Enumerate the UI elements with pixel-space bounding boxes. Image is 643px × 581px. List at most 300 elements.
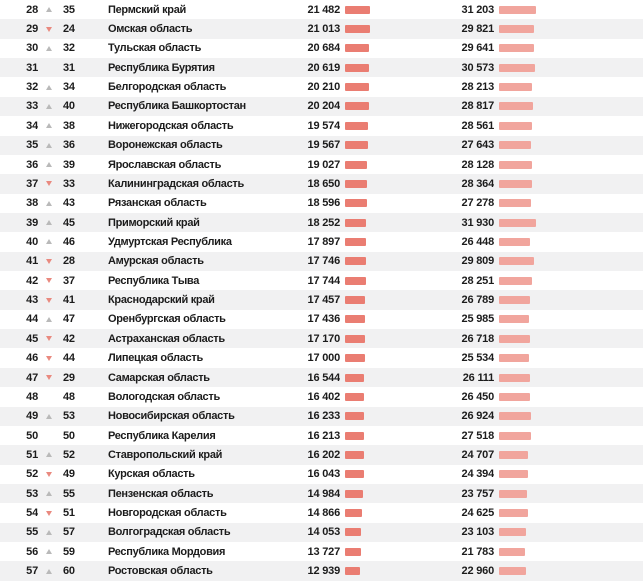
bar-secondary [499, 548, 525, 556]
prev-rank-cell: 41 [63, 294, 75, 307]
bar-primary-zone [340, 567, 409, 575]
trend-cell [38, 46, 60, 51]
table-row [0, 503, 643, 522]
trend-arrow-up-icon [46, 239, 52, 244]
bar-secondary [499, 257, 534, 265]
bar-secondary [499, 509, 528, 517]
bar-primary [345, 64, 369, 72]
table-row [0, 155, 643, 174]
trend-cell [38, 511, 60, 516]
bar-secondary-zone [494, 6, 643, 14]
trend-cell [38, 298, 60, 303]
trend-cell [38, 85, 60, 90]
table-row [0, 523, 643, 542]
rank-cell: 39 [26, 216, 38, 229]
bar-primary-zone [340, 315, 409, 323]
table-row [0, 97, 643, 116]
trend-cell [38, 278, 60, 283]
bar-secondary [499, 374, 530, 382]
rank-cell: 53 [26, 487, 38, 500]
value-secondary: 29 641 [461, 42, 494, 55]
table-row [0, 116, 643, 135]
bar-primary [345, 315, 365, 323]
bar-secondary [499, 432, 531, 440]
trend-arrow-up-icon [46, 162, 52, 167]
bar-primary [345, 180, 367, 188]
trend-cell [38, 220, 60, 225]
bar-secondary [499, 64, 535, 72]
rank-cell: 43 [26, 294, 38, 307]
bar-secondary [499, 451, 528, 459]
region-name: Новосибирская область [108, 410, 235, 423]
bar-secondary [499, 412, 531, 420]
trend-arrow-down-icon [46, 356, 52, 361]
region-name: Пермский край [108, 3, 186, 16]
bar-primary-zone [340, 64, 409, 72]
rank-cell: 45 [26, 332, 38, 345]
bar-secondary-zone [494, 470, 643, 478]
table-row [0, 368, 643, 387]
table-row [0, 407, 643, 426]
bar-primary [345, 509, 362, 517]
value-secondary: 28 128 [461, 158, 494, 171]
rank-cell: 36 [26, 158, 38, 171]
region-name: Республика Карелия [108, 429, 216, 442]
trend-cell [38, 530, 60, 535]
table-row [0, 484, 643, 503]
trend-cell [38, 452, 60, 457]
rank-cell: 41 [26, 255, 38, 268]
value-primary: 17 744 [307, 274, 340, 287]
region-name: Краснодарский край [108, 294, 215, 307]
prev-rank-cell: 49 [63, 468, 75, 481]
bar-secondary-zone [494, 102, 643, 110]
prev-rank-cell: 28 [63, 255, 75, 268]
trend-arrow-up-icon [46, 143, 52, 148]
bar-primary [345, 432, 364, 440]
bar-primary-zone [340, 296, 409, 304]
bar-primary-zone [340, 219, 409, 227]
value-primary: 20 619 [307, 61, 340, 74]
bar-primary [345, 6, 370, 14]
region-name: Ростовская область [108, 565, 213, 578]
table-row [0, 58, 643, 77]
value-primary: 19 567 [307, 139, 340, 152]
prev-rank-cell: 60 [63, 565, 75, 578]
value-secondary: 31 203 [461, 3, 494, 16]
bar-secondary [499, 83, 532, 91]
bar-primary-zone [340, 44, 409, 52]
trend-arrow-up-icon [46, 85, 52, 90]
value-secondary: 23 103 [461, 526, 494, 539]
bar-secondary [499, 199, 531, 207]
bar-secondary-zone [494, 238, 643, 246]
rank-cell: 28 [26, 3, 38, 16]
value-primary: 17 746 [307, 255, 340, 268]
prev-rank-cell: 45 [63, 216, 75, 229]
value-primary: 14 984 [307, 487, 340, 500]
bar-primary-zone [340, 141, 409, 149]
rank-cell: 31 [26, 61, 38, 74]
value-primary: 17 457 [307, 294, 340, 307]
bar-primary-zone [340, 451, 409, 459]
table-row [0, 387, 643, 406]
bar-secondary [499, 219, 536, 227]
bar-primary-zone [340, 277, 409, 285]
bar-secondary [499, 528, 526, 536]
value-primary: 19 027 [307, 158, 340, 171]
bar-primary [345, 44, 369, 52]
trend-cell [38, 27, 60, 32]
table-row [0, 194, 643, 213]
bar-primary-zone [340, 393, 409, 401]
trend-cell [38, 336, 60, 341]
value-secondary: 31 930 [461, 216, 494, 229]
trend-arrow-down-icon [46, 27, 52, 32]
table-row [0, 465, 643, 484]
bar-primary [345, 412, 364, 420]
bar-primary [345, 335, 365, 343]
region-name: Рязанская область [108, 197, 207, 210]
bar-secondary-zone [494, 412, 643, 420]
value-primary: 17 436 [307, 313, 340, 326]
rank-cell: 51 [26, 448, 38, 461]
prev-rank-cell: 37 [63, 274, 75, 287]
bar-primary-zone [340, 257, 409, 265]
table-row [0, 77, 643, 96]
bar-primary-zone [340, 335, 409, 343]
bar-secondary-zone [494, 277, 643, 285]
bar-primary [345, 83, 369, 91]
table-row [0, 445, 643, 464]
trend-arrow-up-icon [46, 530, 52, 535]
value-primary: 21 482 [307, 3, 340, 16]
table-row [0, 232, 643, 251]
bar-primary [345, 238, 366, 246]
prev-rank-cell: 40 [63, 100, 75, 113]
value-primary: 20 684 [307, 42, 340, 55]
value-primary: 17 897 [307, 235, 340, 248]
prev-rank-cell: 47 [63, 313, 75, 326]
bar-primary [345, 374, 364, 382]
table-row [0, 348, 643, 367]
region-name: Новгородская область [108, 507, 227, 520]
value-primary: 20 210 [307, 81, 340, 94]
bar-primary-zone [340, 6, 409, 14]
value-secondary: 26 448 [461, 235, 494, 248]
value-primary: 18 596 [307, 197, 340, 210]
trend-arrow-down-icon [46, 336, 52, 341]
region-name: Оренбургская область [108, 313, 226, 326]
bar-primary-zone [340, 528, 409, 536]
region-name: Курская область [108, 468, 195, 481]
trend-arrow-up-icon [46, 549, 52, 554]
bar-primary [345, 141, 368, 149]
trend-cell [38, 181, 60, 186]
bar-secondary [499, 393, 530, 401]
bar-secondary-zone [494, 25, 643, 33]
value-secondary: 26 924 [461, 410, 494, 423]
bar-secondary [499, 238, 530, 246]
value-secondary: 26 111 [462, 371, 494, 384]
table-row [0, 136, 643, 155]
value-secondary: 24 707 [461, 448, 494, 461]
bar-primary-zone [340, 161, 409, 169]
table-row [0, 290, 643, 309]
value-primary: 16 402 [307, 390, 340, 403]
trend-cell [38, 472, 60, 477]
table-row [0, 271, 643, 290]
trend-cell [38, 317, 60, 322]
value-secondary: 30 573 [461, 61, 494, 74]
bar-secondary [499, 122, 532, 130]
bar-secondary-zone [494, 490, 643, 498]
bar-primary-zone [340, 102, 409, 110]
table-row [0, 0, 643, 19]
trend-arrow-up-icon [46, 317, 52, 322]
rank-cell: 34 [26, 119, 38, 132]
value-primary: 21 013 [307, 23, 340, 36]
rank-cell: 29 [26, 23, 38, 36]
value-secondary: 27 518 [461, 429, 494, 442]
bar-secondary-zone [494, 374, 643, 382]
bar-primary [345, 102, 369, 110]
bar-secondary [499, 335, 530, 343]
bar-primary [345, 199, 367, 207]
prev-rank-cell: 32 [63, 42, 75, 55]
trend-arrow-down-icon [46, 181, 52, 186]
value-secondary: 27 643 [461, 139, 494, 152]
prev-rank-cell: 53 [63, 410, 75, 423]
value-secondary: 28 213 [461, 81, 494, 94]
trend-cell [38, 201, 60, 206]
value-secondary: 28 251 [461, 274, 494, 287]
bar-primary-zone [340, 180, 409, 188]
prev-rank-cell: 59 [63, 545, 75, 558]
bar-primary [345, 567, 360, 575]
rank-cell: 42 [26, 274, 38, 287]
rank-cell: 32 [26, 81, 38, 94]
region-name: Белгородская область [108, 81, 227, 94]
bar-primary [345, 548, 361, 556]
prev-rank-cell: 24 [63, 23, 75, 36]
bar-primary [345, 277, 366, 285]
table-row [0, 213, 643, 232]
value-secondary: 22 960 [461, 565, 494, 578]
value-secondary: 28 817 [461, 100, 494, 113]
table-row [0, 426, 643, 445]
region-name: Республика Мордовия [108, 545, 226, 558]
value-secondary: 26 718 [461, 332, 494, 345]
table-row [0, 561, 643, 580]
rank-cell: 35 [26, 139, 38, 152]
value-secondary: 27 278 [461, 197, 494, 210]
bar-secondary [499, 180, 532, 188]
value-primary: 16 043 [307, 468, 340, 481]
value-secondary: 24 625 [461, 507, 494, 520]
bar-primary [345, 122, 368, 130]
prev-rank-cell: 35 [63, 3, 75, 16]
bar-secondary [499, 315, 529, 323]
bar-primary-zone [340, 509, 409, 517]
trend-arrow-up-icon [46, 220, 52, 225]
bar-primary-zone [340, 490, 409, 498]
trend-arrow-down-icon [46, 259, 52, 264]
region-name: Республика Бурятия [108, 61, 215, 74]
region-name: Калининградская область [108, 177, 244, 190]
bar-primary [345, 490, 363, 498]
region-name: Республика Тыва [108, 274, 200, 287]
trend-cell [38, 549, 60, 554]
bar-primary [345, 528, 361, 536]
bar-secondary [499, 44, 534, 52]
value-primary: 12 939 [307, 565, 340, 578]
trend-arrow-up-icon [46, 7, 52, 12]
rank-cell: 46 [26, 352, 38, 365]
value-primary: 17 170 [307, 332, 340, 345]
bar-secondary [499, 161, 532, 169]
trend-arrow-down-icon [46, 511, 52, 516]
bar-secondary [499, 277, 532, 285]
bar-secondary-zone [494, 567, 643, 575]
bar-secondary [499, 6, 536, 14]
trend-arrow-up-icon [46, 452, 52, 457]
region-name: Липецкая область [108, 352, 203, 365]
value-primary: 16 233 [307, 410, 340, 423]
region-name: Ставропольский край [108, 448, 223, 461]
bar-secondary-zone [494, 296, 643, 304]
bar-secondary [499, 470, 528, 478]
bar-primary-zone [340, 83, 409, 91]
rank-cell: 44 [26, 313, 38, 326]
value-primary: 19 574 [307, 119, 340, 132]
bar-secondary-zone [494, 548, 643, 556]
rank-cell: 55 [26, 526, 38, 539]
bar-primary-zone [340, 199, 409, 207]
value-secondary: 29 809 [461, 255, 494, 268]
trend-cell [38, 123, 60, 128]
bar-primary-zone [340, 412, 409, 420]
trend-cell [38, 162, 60, 167]
trend-cell [38, 259, 60, 264]
bar-secondary-zone [494, 315, 643, 323]
region-name: Омская область [108, 23, 193, 36]
prev-rank-cell: 48 [63, 390, 75, 403]
bar-secondary [499, 354, 529, 362]
bar-primary [345, 470, 364, 478]
rank-cell: 54 [26, 507, 38, 520]
trend-cell [38, 414, 60, 419]
trend-arrow-up-icon [46, 491, 52, 496]
table-row [0, 310, 643, 329]
rank-cell: 52 [26, 468, 38, 481]
trend-cell [38, 356, 60, 361]
prev-rank-cell: 43 [63, 197, 75, 210]
bar-primary [345, 219, 366, 227]
table-row [0, 39, 643, 58]
value-secondary: 25 985 [461, 313, 494, 326]
trend-arrow-down-icon [46, 298, 52, 303]
value-primary: 18 252 [307, 216, 340, 229]
bar-secondary-zone [494, 451, 643, 459]
bar-primary-zone [340, 238, 409, 246]
bar-primary [345, 257, 366, 265]
trend-cell [38, 239, 60, 244]
prev-rank-cell: 57 [63, 526, 75, 539]
bar-secondary-zone [494, 122, 643, 130]
bar-secondary [499, 490, 527, 498]
bar-primary-zone [340, 25, 409, 33]
prev-rank-cell: 38 [63, 119, 75, 132]
trend-arrow-up-icon [46, 201, 52, 206]
table-row [0, 19, 643, 38]
rank-cell: 38 [26, 197, 38, 210]
bar-secondary-zone [494, 509, 643, 517]
value-secondary: 25 534 [461, 352, 494, 365]
rank-cell: 47 [26, 371, 38, 384]
bar-secondary-zone [494, 432, 643, 440]
rank-cell: 50 [26, 429, 38, 442]
region-name: Астраханская область [108, 332, 225, 345]
bar-primary-zone [340, 470, 409, 478]
value-primary: 14 866 [307, 507, 340, 520]
bar-primary [345, 25, 370, 33]
value-primary: 20 204 [307, 100, 340, 113]
bar-secondary [499, 567, 526, 575]
value-primary: 13 727 [307, 545, 340, 558]
bar-secondary-zone [494, 141, 643, 149]
region-name: Амурская область [108, 255, 204, 268]
prev-rank-cell: 51 [63, 507, 75, 520]
value-primary: 17 000 [307, 352, 340, 365]
bar-primary-zone [340, 374, 409, 382]
table-row [0, 174, 643, 193]
rank-cell: 33 [26, 100, 38, 113]
trend-cell [38, 491, 60, 496]
bar-primary [345, 393, 364, 401]
trend-cell [38, 375, 60, 380]
bar-secondary [499, 296, 530, 304]
trend-arrow-down-icon [46, 375, 52, 380]
value-primary: 14 053 [307, 526, 340, 539]
bar-primary-zone [340, 354, 409, 362]
prev-rank-cell: 36 [63, 139, 75, 152]
region-name: Удмуртская Республика [108, 235, 232, 248]
prev-rank-cell: 33 [63, 177, 75, 190]
value-secondary: 29 821 [461, 23, 494, 36]
prev-rank-cell: 42 [63, 332, 75, 345]
trend-arrow-up-icon [46, 46, 52, 51]
prev-rank-cell: 34 [63, 81, 75, 94]
bar-secondary-zone [494, 219, 643, 227]
table-row [0, 329, 643, 348]
region-name: Ярославская область [108, 158, 222, 171]
bar-secondary-zone [494, 180, 643, 188]
trend-cell [38, 143, 60, 148]
bar-secondary [499, 141, 531, 149]
bar-secondary-zone [494, 64, 643, 72]
bar-primary [345, 296, 365, 304]
prev-rank-cell: 50 [63, 429, 75, 442]
prev-rank-cell: 46 [63, 235, 75, 248]
prev-rank-cell: 31 [63, 61, 75, 74]
rank-cell: 56 [26, 545, 38, 558]
region-name: Нижегородская область [108, 119, 234, 132]
value-primary: 16 202 [307, 448, 340, 461]
bar-primary [345, 354, 365, 362]
bar-secondary-zone [494, 161, 643, 169]
rank-cell: 57 [26, 565, 38, 578]
